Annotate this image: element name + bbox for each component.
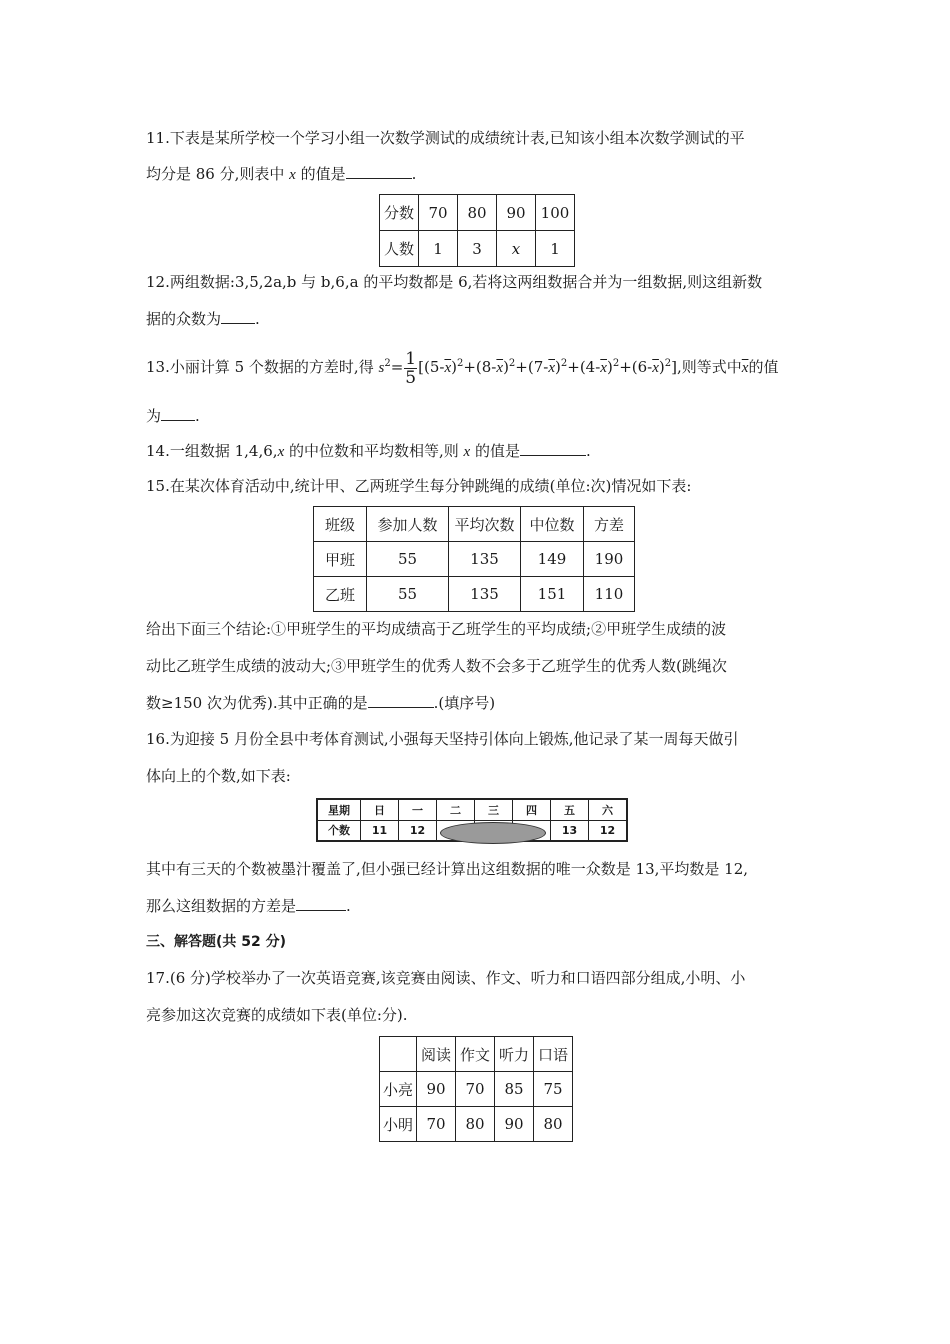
q16-text: 那么这组数据的方差是	[146, 897, 297, 915]
table-cell: 阅读	[417, 1037, 456, 1072]
q13-sup: 2	[456, 358, 464, 369]
q12-text: 据的众数为	[146, 310, 222, 328]
q11-answer-blank	[346, 164, 412, 179]
table-cell: 人数	[380, 231, 419, 267]
table-cell: 12	[589, 820, 628, 841]
q13-eq: =	[390, 358, 404, 376]
q13-sup: 2	[664, 358, 672, 369]
q15-conclusion-1: 给出下面三个结论:①甲班学生的平均成绩高于乙班学生的平均成绩;②甲班学生成绩的波	[146, 620, 727, 638]
q13-term: +(6-	[619, 358, 653, 376]
q13-term: +(7-	[515, 358, 549, 376]
q13-term: +(4-	[567, 358, 601, 376]
q14-answer-blank	[520, 441, 586, 456]
q13-s: s	[378, 360, 385, 376]
table-cell: 70	[419, 195, 458, 231]
q13-fraction	[404, 350, 417, 387]
table-cell: 星期	[317, 799, 361, 820]
q17-line1: 17.(6 分)学校举办了一次英语竞赛,该竞赛由阅读、作文、听力和口语四部分组成,小明、小	[146, 969, 746, 987]
table-cell: 作文	[456, 1037, 495, 1072]
table-cell: 90	[417, 1072, 456, 1107]
table-cell: 个数	[317, 820, 361, 841]
table-cell: 80	[458, 195, 497, 231]
q15-post: .(填序号)	[433, 694, 496, 712]
table-cell: 中位数	[521, 507, 584, 542]
table-cell: 六	[589, 799, 628, 820]
table-cell: 方差	[584, 507, 635, 542]
q13-term: )	[503, 358, 509, 376]
q12-line1: 12.两组数据:3,5,2a,b 与 b,6,a 的平均数都是 6,若将这两组数据合并为一组数据,则这组新数	[146, 273, 763, 291]
q17-line2: 亮参加这次竞赛的成绩如下表(单位:分).	[146, 1006, 408, 1024]
table-cell: 13	[551, 820, 589, 841]
q16-line1: 16.为迎接 5 月份全县中考体育测试,小强每天坚持引体向上锻炼,他记录了某一周每天做引	[146, 730, 739, 748]
q15-line1: 15.在某次体育活动中,统计甲、乙两班学生每分钟跳绳的成绩(单位:次)情况如下表:	[146, 477, 692, 495]
table-cell: 110	[584, 577, 635, 612]
table-cell: 55	[367, 577, 449, 612]
table-cell: 小明	[380, 1107, 417, 1142]
table-cell: 80	[534, 1107, 573, 1142]
q13-sup: 2	[384, 358, 391, 369]
table-cell: 90	[497, 195, 536, 231]
table-cell: 12	[399, 820, 437, 841]
q14-var: x	[463, 444, 471, 460]
table-cell: 70	[456, 1072, 495, 1107]
q13-sup: 2	[612, 358, 620, 369]
q13-line1	[146, 344, 779, 388]
table-cell: 85	[495, 1072, 534, 1107]
q13-line2	[146, 406, 200, 426]
table-cell: 班级	[314, 507, 367, 542]
q16-end: .	[346, 897, 351, 915]
q12-line2	[146, 309, 260, 329]
q16-answer-blank	[296, 896, 346, 911]
q13-sup: 2	[560, 358, 568, 369]
table-cell: 分数	[380, 195, 419, 231]
q14-var: x	[277, 444, 285, 460]
table-cell: 149	[521, 542, 584, 577]
table-cell: 70	[417, 1107, 456, 1142]
q11-text-post: 的值是	[295, 165, 346, 183]
fraction-num: 1	[405, 348, 417, 369]
section-3-heading: 三、解答题(共 52 分)	[146, 934, 287, 950]
q17-table	[379, 1036, 573, 1142]
q14-line	[146, 441, 591, 462]
table-cell: 日	[361, 799, 399, 820]
q13-term: +(8-	[463, 358, 497, 376]
table-cell	[380, 1037, 417, 1072]
q11-score-table	[379, 194, 575, 267]
q15-conclusion-2: 动比乙班学生成绩的波动大;③甲班学生的优秀人数不会多于乙班学生的优秀人数(跳绳次	[146, 657, 727, 675]
table-cell: 75	[534, 1072, 573, 1107]
q13-term: 的值	[748, 358, 779, 376]
q11-var: x	[289, 167, 296, 183]
table-cell: 135	[449, 577, 521, 612]
xbar: $\overline{x}$	[652, 360, 659, 376]
table-cell: 90	[495, 1107, 534, 1142]
table-cell: 听力	[495, 1037, 534, 1072]
q13-term: )	[555, 358, 561, 376]
q13-end: .	[195, 407, 200, 425]
xbar: $\overline{x}$	[741, 360, 749, 376]
q11-line1: 11.下表是某所学校一个学习小组一次数学测试的成绩统计表,已知该小组本次数学测试的平	[146, 129, 745, 147]
table-cell: 二	[437, 799, 475, 820]
q15-table	[313, 506, 635, 612]
table-cell: 135	[449, 542, 521, 577]
q11-end: .	[411, 165, 417, 183]
q14-text: 14.一组数据 1,4,6,	[146, 442, 278, 460]
q14-end: .	[586, 442, 591, 460]
q16-line2: 体向上的个数,如下表:	[146, 767, 291, 785]
q12-answer-blank	[221, 309, 255, 324]
q13-text: 13.小丽计算 5 个数据的方差时,得	[146, 358, 379, 376]
table-cell: 11	[361, 820, 399, 841]
table-cell: 三	[475, 799, 513, 820]
fraction-den: 5	[405, 367, 417, 388]
q13-term: )	[451, 358, 457, 376]
xbar: $\overline{x}$	[600, 360, 607, 376]
table-cell: 五	[551, 799, 589, 820]
table-cell: 甲班	[314, 542, 367, 577]
q13-term: [(5-	[418, 358, 445, 376]
table-cell: 1	[536, 231, 575, 267]
q16-line4	[146, 896, 351, 916]
q11-text: 均分是 86 分,则表中	[146, 165, 290, 183]
table-cell: 80	[456, 1107, 495, 1142]
q13-term: )	[606, 358, 613, 376]
xbar: $\overline{x}$	[496, 360, 504, 376]
q11-line2	[146, 164, 416, 185]
table-cell: 55	[367, 542, 449, 577]
table-cell: 190	[584, 542, 635, 577]
q13-term: ],则等式中	[671, 358, 742, 376]
q13-sup: 2	[508, 358, 516, 369]
table-cell: 参加人数	[367, 507, 449, 542]
table-cell: 平均次数	[449, 507, 521, 542]
q13-answer-blank	[161, 406, 195, 421]
xbar: $\overline{x}$	[444, 360, 452, 376]
q15-text: 数≥150 次为优秀).其中正确的是	[146, 694, 368, 712]
ink-blot	[440, 822, 546, 844]
xbar: $\overline{x}$	[548, 360, 556, 376]
table-cell: 四	[513, 799, 551, 820]
q13-term: )	[658, 358, 665, 376]
table-cell: 151	[521, 577, 584, 612]
table-cell: 一	[399, 799, 437, 820]
q14-post: 的值是	[470, 442, 520, 460]
table-cell: 乙班	[314, 577, 367, 612]
q13-text2: 为	[146, 407, 162, 425]
table-cell: 3	[458, 231, 497, 267]
table-cell: 口语	[534, 1037, 573, 1072]
table-cell: 100	[536, 195, 575, 231]
q16-line3: 其中有三天的个数被墨汁覆盖了,但小强已经计算出这组数据的唯一众数是 13,平均数是 12,	[146, 860, 749, 878]
table-cell: x	[497, 231, 536, 267]
table-cell: 1	[419, 231, 458, 267]
q14-mid: 的中位数和平均数相等,则	[284, 442, 464, 460]
q15-conclusion-3	[146, 693, 495, 713]
table-cell: 小亮	[380, 1072, 417, 1107]
q12-end: .	[255, 310, 260, 328]
q15-answer-blank	[368, 693, 434, 708]
